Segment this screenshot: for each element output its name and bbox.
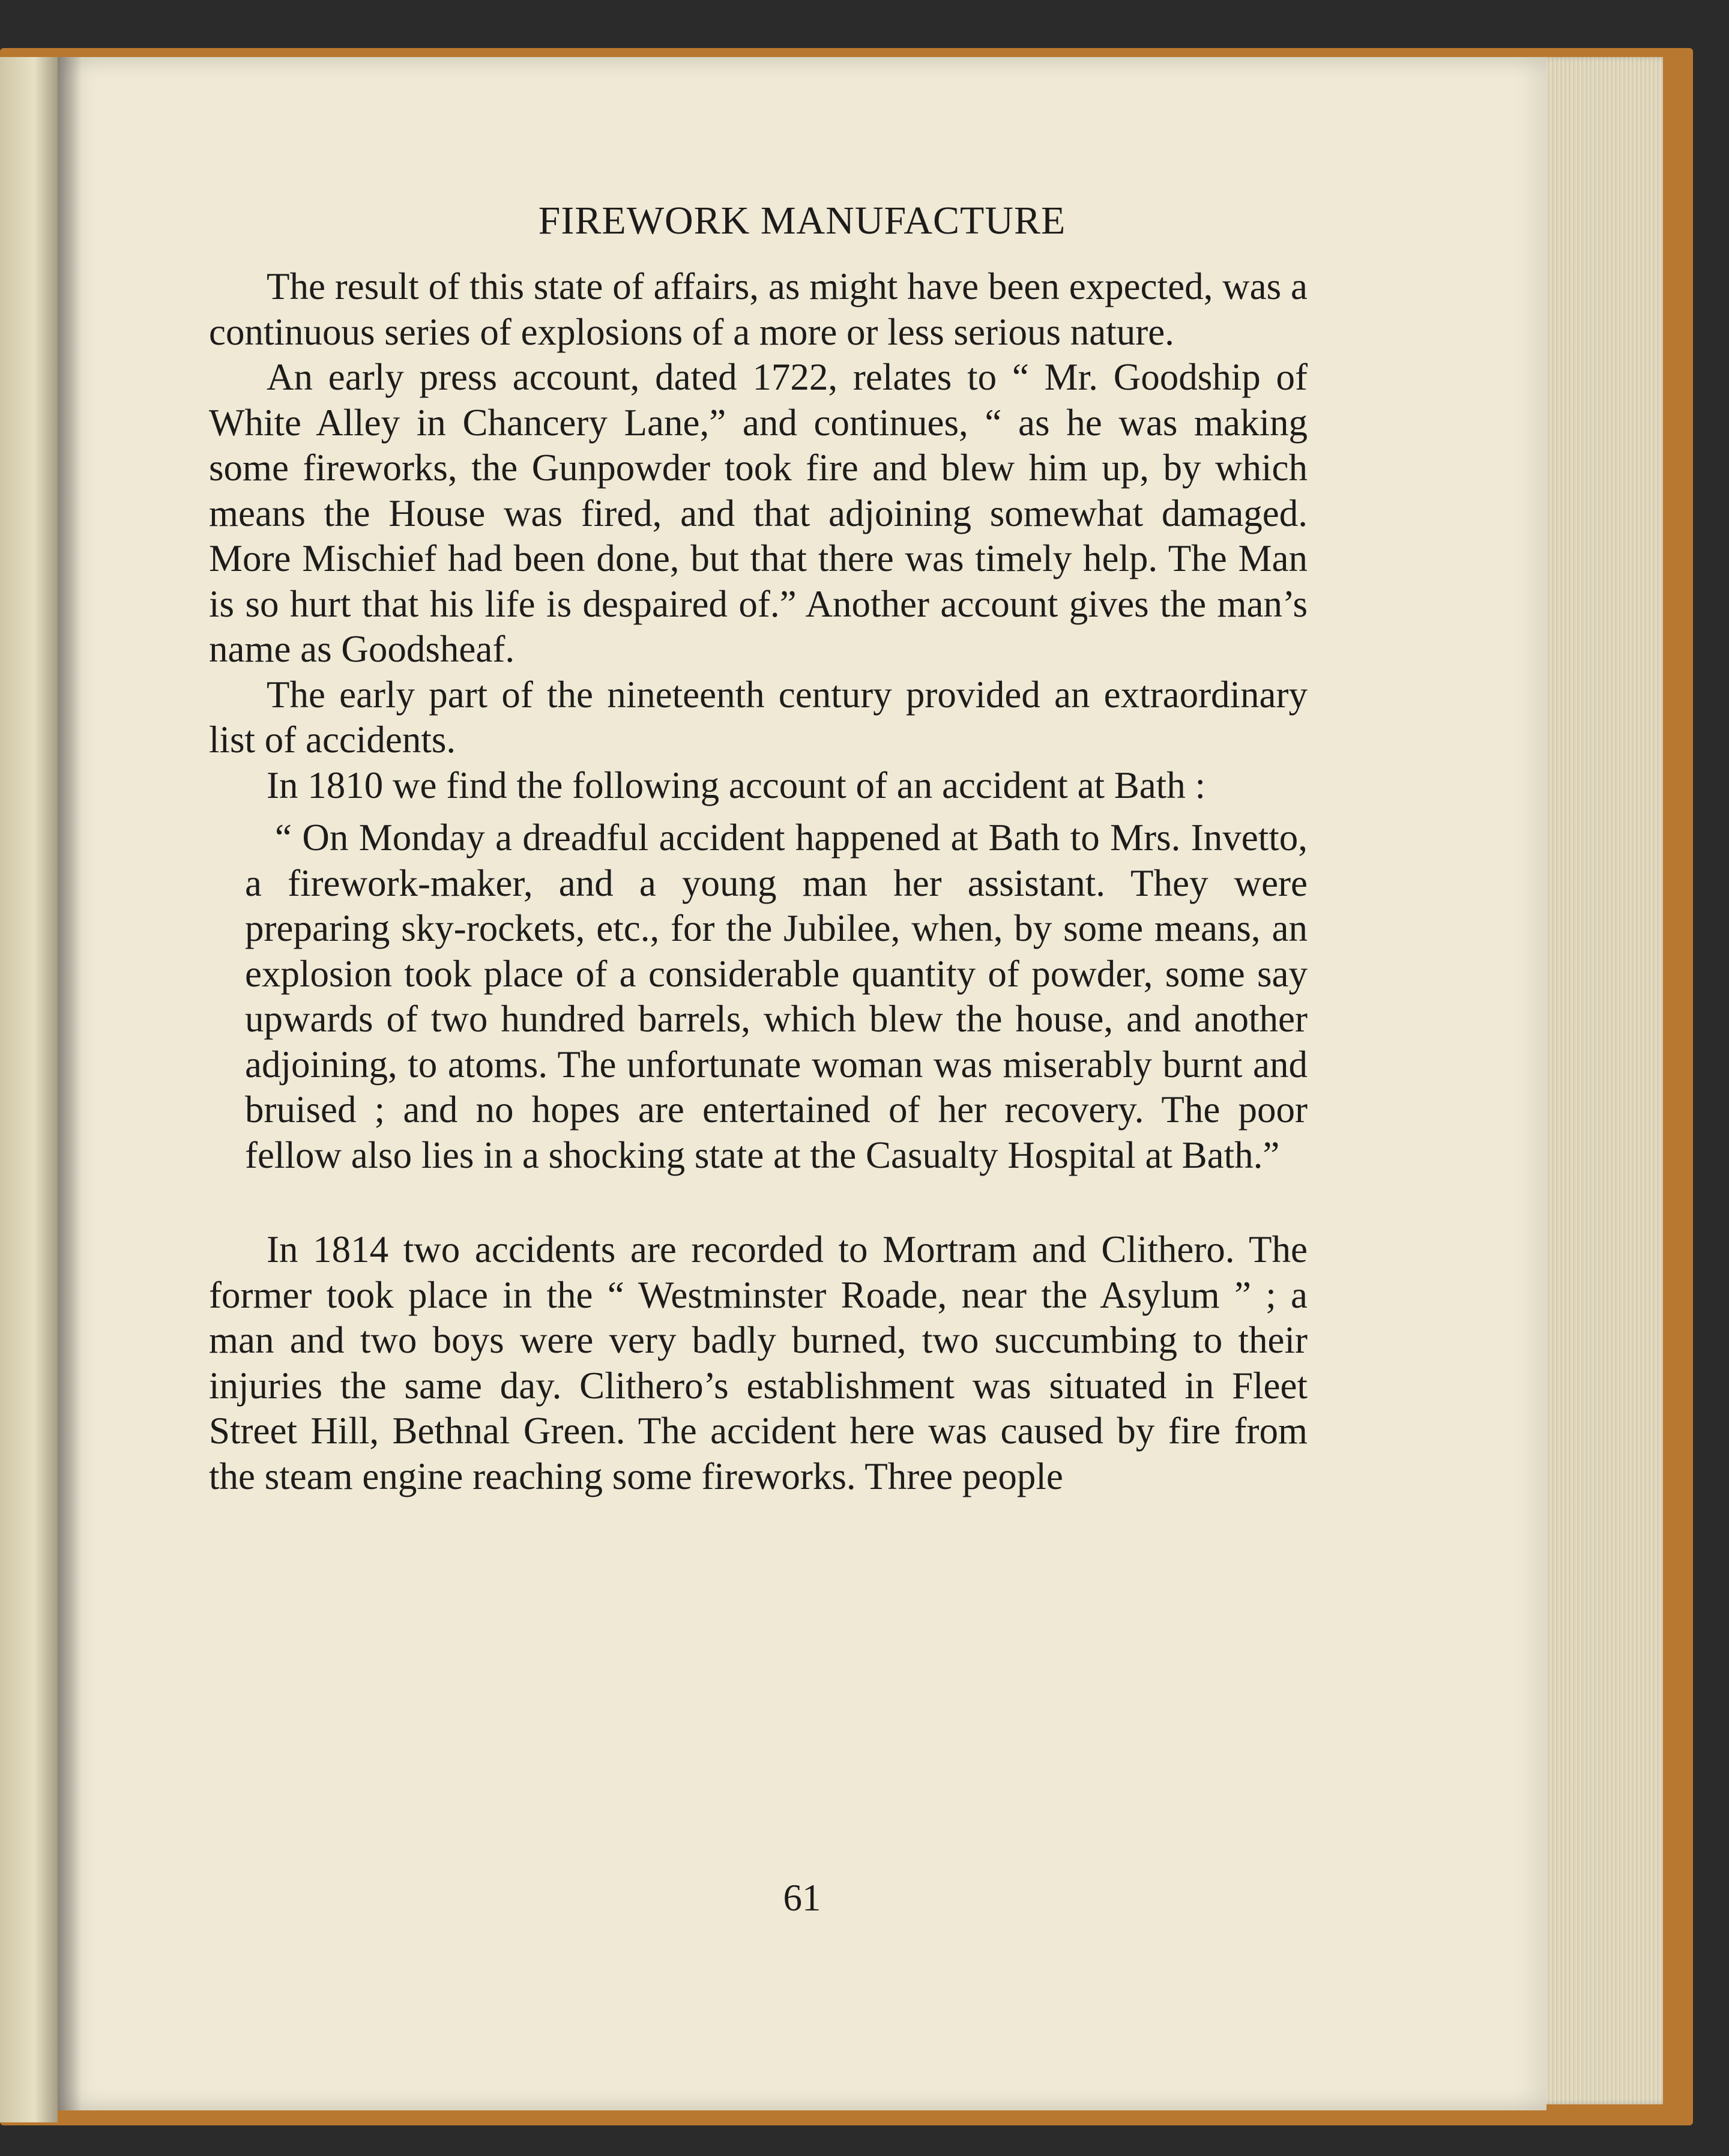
page-fore-edge xyxy=(1537,57,1663,2104)
paragraph-1: The result of this state of affairs, as might have been expected, was a continuous series of explosions of a more or less serious nature. xyxy=(209,265,1308,353)
paragraph-4: In 1810 we find the following account of an accident at Bath : xyxy=(267,764,1206,806)
facing-page-edge xyxy=(0,57,58,2122)
quotation-text: “ On Monday a dreadful accident happened at Bath to Mrs. Invetto, a firework-maker, and a young man her assistant. They were preparing sky-rockets, etc., for the Jubilee, when, by some means, an explosion took place of a considerable quantity of powder, some say upwards of two hundred barrels, which blew the house, and another adjoining, to atoms. The unfortunate woman was miserably burnt and bruised ; and no hopes are entertained of her recovery. The poor fellow also lies in a shocking state at the Casualty Hospital at Bath.” xyxy=(245,817,1308,1176)
quotation-block xyxy=(209,815,1308,1178)
paragraph-2: An early press account, dated 1722, relates to “ Mr. Goodship of White Alley in Chancery Lane,” and continues, “ as he was making some fireworks, the Gunpowder took fire and blew him up, by which means the House was fired, and that adjoining somewhat damaged. More Mischief had been done, but that there was timely help. The Man is so hurt that his life is despaired of.” Another account gives the man’s name as Goodsheaf. xyxy=(209,356,1308,670)
page-number: 61 xyxy=(783,1877,821,1919)
page-gutter-shadow xyxy=(58,57,82,2110)
running-head: FIREWORK MANUFACTURE xyxy=(538,199,1066,243)
book-page xyxy=(58,57,1546,2110)
paragraph-3: The early part of the nineteenth century provided an extraordinary list of accidents. xyxy=(209,673,1308,761)
paragraph-5: In 1814 two accidents are recorded to Mortram and Clithero. The former took place in the “ Westminster Roade, near the Asylum ” ; a man and two boys were very badly burned, two succumbing to their injuries the same day. Clithero’s establishment was situated in Fleet Street Hill, Bethnal Green. The accident here was caused by fire from the steam engine reaching some fireworks. Three people xyxy=(209,1228,1308,1497)
body-text xyxy=(209,264,1308,1499)
